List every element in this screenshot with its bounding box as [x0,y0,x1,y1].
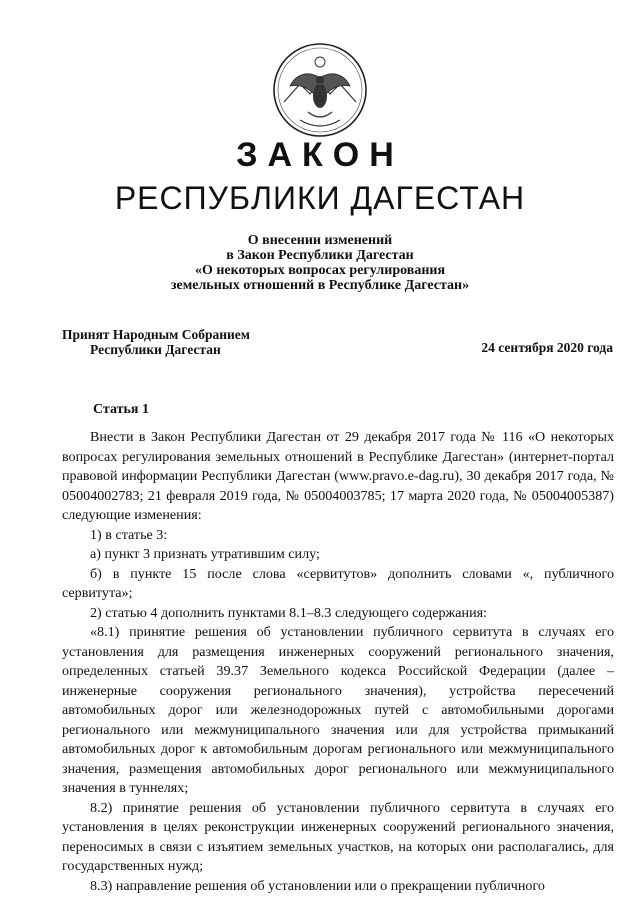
article-body [62,428,614,896]
adoption-line: Принят Народным Собранием [62,327,250,342]
article-paragraph: 8.3) направление решения об установлении или о прекращении публичного [90,877,545,894]
coat-of-arms-icon [270,40,370,140]
document-type: ЗАКОН [236,136,404,174]
article-paragraph: а) пункт 3 признать утратившим силу; [90,546,320,562]
article-paragraph: Внести в Закон Республики Дагестан от 29 декабря 2017 года № 116 «О некоторых вопросах регулирования земельных отношений в Республике Дагестан» (интернет-портал правовой информации Республики Дагестан (www.pravo.e-dag.ru), 30 декабря 2017 года, № 05004002783; 21 февраля 2019 года, № 05004003785; 17 марта 2020 года, № 05004005387) следующие изменения: [62,429,614,523]
law-title-line: в Закон Республики Дагестан [226,248,414,263]
article-paragraph: 2) статью 4 дополнить пунктами 8.1–8.3 следующего содержания: [90,604,488,621]
law-title [0,233,640,293]
article-paragraph: «8.1) принятие решения об установлении публичного сервитута в случаях его установления для размещения инженерных сооружений регионального значения, определенных статьей 39.37 Земельного кодекса Российской Федерации (далее – инженерные сооружения регионального значения), устройства пересечений автомобильных дорог или железнодорожных путей с автомобильными дорогами регионального или межмуниципального значения или для устройства примыканий автомобильных дорог к автомобильным дорогам регионального или межмуниципального значения, размещения автомобильных дорог регионального или межмуниципального значения в туннелях; [62,624,614,796]
document-issuer: РЕСПУБЛИКИ ДАГЕСТАН [114,180,526,216]
article-paragraph: 8.2) принятие решения об установлении публичного сервитута в случаях его установления в целях реконструкции инженерных сооружений регионального значения, переносимых в связи с изъятием земельных участков, на которых они располагались, для государственных нужд; [62,799,614,874]
law-title-line: земельных отношений в Республике Дагестан» [170,278,470,293]
adoption-statement [62,327,250,357]
adoption-line: Республики Дагестан [90,342,221,357]
article-heading: Статья 1 [93,402,149,417]
law-title-line: О внесении изменений [247,233,393,248]
law-title-line: «О некоторых вопросах регулирования [194,263,446,278]
article-paragraph: 1) в статье 3: [90,526,168,543]
adoption-date: 24 сентября 2020 года [481,340,613,355]
article-paragraph: б) в пункте 15 после слова «сервитутов» дополнить словами «, публичного сервитута»; [62,565,614,601]
